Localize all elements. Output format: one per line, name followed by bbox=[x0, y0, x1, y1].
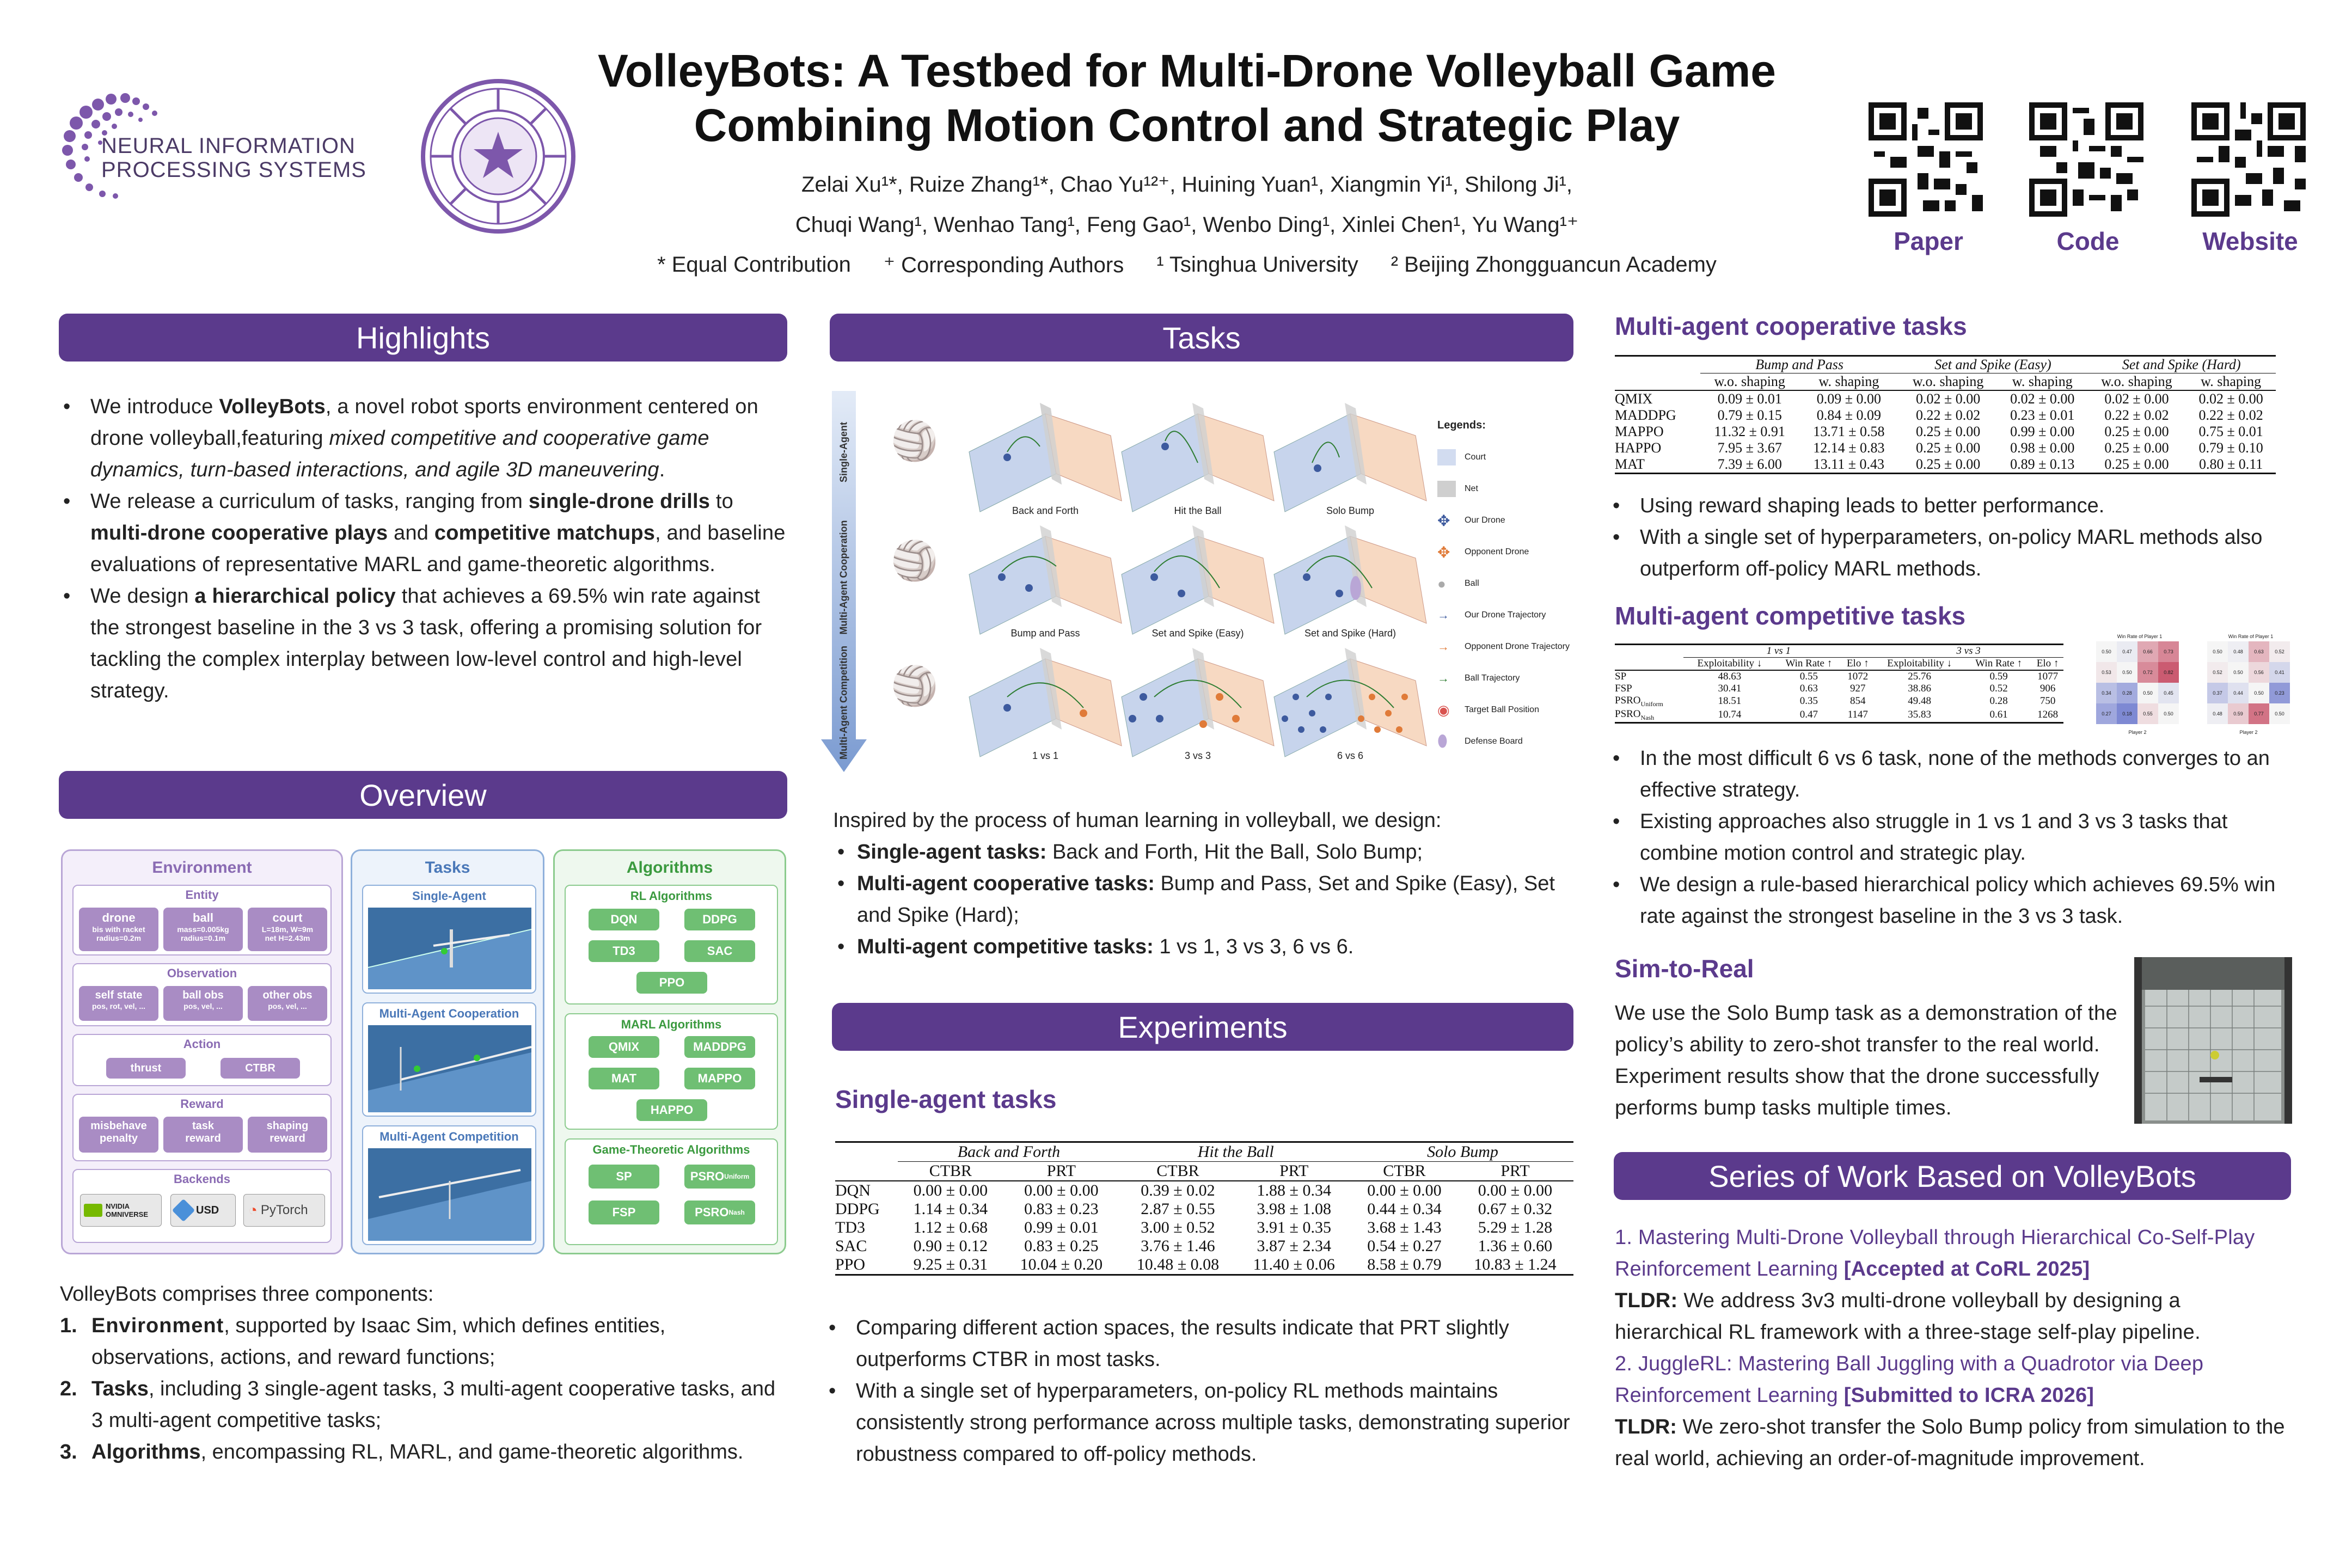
ball-trajectory-icon: → bbox=[1437, 671, 1449, 685]
task-panel-single: Single-Agent bbox=[362, 885, 536, 994]
overview-item: 1. Environment, supported by Isaac Sim, which defines entities, observations, actions, and reward functions; bbox=[60, 1314, 666, 1369]
backend-omniverse: NVIDIA OMNIVERSE bbox=[80, 1194, 162, 1227]
highlight-item: • We introduce VolleyBots, a novel robot sports environment centered on drone volleyball,featuring mixed competitive and cooperative game dynamics, turn-based interactions, and agile 3D maneuvering. bbox=[59, 391, 788, 486]
highlights-list bbox=[59, 391, 788, 707]
heatmap-cell: 0.63 bbox=[2249, 641, 2269, 662]
heatmap-cell: 0.53 bbox=[2096, 662, 2117, 683]
tasks-figure bbox=[817, 387, 1590, 779]
task-scene-grid bbox=[958, 392, 1492, 773]
tasks-intro: Inspired by the process of human learning in volleyball, we design: bbox=[833, 809, 1442, 832]
entity-box: Entity drone bis with racket radius=0.2m ball mass=0.005kg radius=0.1m court L=18m, W=9m net H=2.43m bbox=[72, 885, 332, 955]
comp-findings bbox=[1608, 743, 2295, 932]
affiliations bbox=[588, 253, 1786, 278]
series-header: Series of Work Based on VolleyBots bbox=[1614, 1152, 2291, 1200]
table-row: HAPPO 7.95 ± 3.67 12.14 ± 0.83 0.25 ± 0.00 0.98 ± 0.00 0.25 ± 0.00 0.79 ± 0.10 bbox=[1615, 440, 2263, 456]
table-row: SP 48.63 0.55 1072 25.76 0.59 1077 bbox=[1615, 671, 2059, 682]
heatmap-cell: 0.59 bbox=[2228, 703, 2249, 724]
action-box: Action thrust CTBR bbox=[72, 1034, 332, 1086]
heatmap-cell: 0.18 bbox=[2117, 703, 2137, 724]
tasks-panel bbox=[351, 849, 544, 1254]
task-caption: Hit the Ball bbox=[1174, 505, 1222, 516]
task-panel-comp: Multi-Agent Competition bbox=[362, 1125, 536, 1245]
affiliation-equal: * Equal Contribution bbox=[657, 253, 851, 277]
finding-item: • With a single set of hyperparameters, on-policy MARL methods also outperform off-policy MARL methods. bbox=[1608, 522, 2294, 585]
tasks-list bbox=[833, 836, 1584, 963]
overview-list bbox=[60, 1310, 789, 1468]
task-caption: Set and Spike (Easy) bbox=[1152, 628, 1244, 639]
obs-ball: ball obs pos, vel, ... bbox=[163, 986, 243, 1021]
algorithms-panel bbox=[553, 849, 786, 1254]
task-caption: 6 vs 6 bbox=[1337, 750, 1364, 761]
series-work-2-tldr: TLDR: We zero-shot transfer the Solo Bump policy from simulation to the real world, achieving an order-of-magnitude improvement. bbox=[1615, 1416, 2285, 1470]
entity-court: court L=18m, W=9m net H=2.43m bbox=[248, 908, 327, 951]
defense-board-icon: ⬮ bbox=[1437, 732, 1448, 750]
player-sketch: 🏐 bbox=[891, 665, 939, 707]
alg-happo: HAPPO bbox=[636, 1099, 707, 1121]
court-render-icon bbox=[368, 1148, 531, 1241]
ball-icon: ● bbox=[1437, 575, 1446, 592]
task-caption: 3 vs 3 bbox=[1184, 750, 1211, 761]
heatmap-cell: 0.55 bbox=[2137, 703, 2158, 724]
coop-title: Multi-agent cooperative tasks bbox=[1615, 312, 1967, 340]
task-caption: Bump and Pass bbox=[1010, 628, 1080, 639]
affiliation-corresponding: ⁺ Corresponding Authors bbox=[883, 253, 1124, 277]
finding-item: • With a single set of hyperparameters, on-policy RL methods maintains consistently strong performance across multiple tasks, demonstrating superior robustness compared to off-policy methods. bbox=[824, 1375, 1579, 1470]
overview-header: Overview bbox=[59, 771, 787, 819]
gt-algorithms-box: Game-Theoretic Algorithms SP PSRO Uniform FSP PSRO Nash bbox=[565, 1138, 778, 1245]
heatmap-cell: 0.73 bbox=[2158, 641, 2179, 662]
court-swatch-icon bbox=[1437, 449, 1456, 465]
table-row: QMIX 0.09 ± 0.01 0.09 ± 0.00 0.02 ± 0.00 0.02 ± 0.00 0.02 ± 0.00 0.02 ± 0.00 bbox=[1615, 391, 2263, 407]
comp-table: 1 vs 1 3 vs 3 Exploitability ↓ Win Rate ↑ Elo ↑ Exploitability ↓ Win Rate ↑ Elo ↑ SP 48.63 0.55 1072 25.76 0.59 1077 FSP 30.41 0.63 927 38.86 0.52 906 $PSRO_{Uniform}$ 18.51 0.35 854 49.48 0.28 750 $PSRO_{Nash}$ 10.74 0.47 1147 35.83 0.61 1268 bbox=[1615, 644, 2063, 724]
action-thrust: thrust bbox=[106, 1058, 186, 1079]
finding-item: • We design a rule-based hierarchical policy which achieves 69.5% win rate against the strongest baseline in the 3 vs 3 task. bbox=[1608, 869, 2295, 932]
heatmap-cell: 0.50 bbox=[2207, 641, 2228, 662]
environment-title: Environment bbox=[152, 859, 252, 877]
row-label-comp: Multi-Agent Competition bbox=[838, 646, 849, 759]
heatmap-axis-label: Player 2 bbox=[2239, 730, 2258, 735]
heatmap-cell: 0.48 bbox=[2207, 703, 2228, 724]
finding-item: • In the most difficult 6 vs 6 task, none of the methods converges to an effective strategy. bbox=[1608, 743, 2295, 806]
heatmap-cell: 0.50 bbox=[2249, 683, 2269, 703]
environment-panel bbox=[61, 849, 343, 1254]
series-work-2 bbox=[1615, 1348, 2292, 1411]
task-caption: 1 vs 1 bbox=[1032, 750, 1059, 761]
neurips-logo-line2: PROCESSING SYSTEMS bbox=[101, 158, 366, 182]
table-row: SAC 0.90 ± 0.12 0.83 ± 0.25 3.76 ± 1.46 3.87 ± 2.34 0.54 ± 0.27 1.36 ± 0.60 bbox=[835, 1237, 1553, 1255]
table-row: MAPPO 11.32 ± 0.91 13.71 ± 0.58 0.25 ± 0.00 0.99 ± 0.00 0.25 ± 0.00 0.75 ± 0.01 bbox=[1615, 424, 2263, 439]
player-sketch: 🏐 bbox=[891, 540, 939, 582]
usd-icon bbox=[172, 1199, 195, 1222]
our-drone-icon: ✥ bbox=[1437, 512, 1450, 529]
heatmap-cell: 0.56 bbox=[2249, 662, 2269, 683]
tasks-header: Tasks bbox=[830, 314, 1573, 362]
alg-psro-uniform: PSRO Uniform bbox=[684, 1165, 755, 1189]
task-panel-coop: Multi-Agent Cooperation bbox=[362, 1002, 536, 1117]
task-caption: Set and Spike (Hard) bbox=[1304, 628, 1396, 639]
alg-td3: TD3 bbox=[589, 940, 659, 962]
alg-ddpg: DDPG bbox=[684, 909, 755, 930]
reward-box: Reward misbehave penalty task reward shaping reward bbox=[72, 1094, 332, 1161]
website-qr-icon[interactable] bbox=[2191, 102, 2306, 217]
overview-item: 3. Algorithms, encompassing RL, MARL, and game-theoretic algorithms. bbox=[60, 1441, 744, 1463]
table-row: TD3 1.12 ± 0.68 0.99 ± 0.01 3.00 ± 0.52 3.91 ± 0.35 3.68 ± 1.43 5.29 ± 1.28 bbox=[835, 1218, 1553, 1236]
heatmap-axis-label: Player 2 bbox=[2128, 730, 2147, 735]
table-row: MADDPG 0.79 ± 0.15 0.84 ± 0.09 0.22 ± 0.02 0.23 ± 0.01 0.22 ± 0.02 0.22 ± 0.02 bbox=[1615, 407, 2263, 423]
legend: Legends: Court Net ✥ Our Drone ✥ Opponent Drone ● Ball → Our Drone Trajectory → Opponent Drone Trajectory → Ball Trajectory ◉ Target Ball Position ⬮ Defense Board bbox=[1437, 419, 1579, 768]
paper-link-label[interactable]: Paper bbox=[1894, 227, 1963, 255]
heatmap-cell: 0.52 bbox=[2207, 662, 2228, 683]
heatmap-cell: 0.66 bbox=[2137, 641, 2158, 662]
alg-sp: SP bbox=[589, 1165, 659, 1189]
backend-pytorch: ◔ PyTorch bbox=[243, 1194, 325, 1227]
single-agent-table: Back and Forth Hit the Ball Solo Bump CTBR PRT CTBR PRT CTBR PRT DQN 0.00 ± 0.00 0.00 ± 0.00 0.39 ± 0.02 1.88 ± 0.34 0.00 ± 0.00 0.00 ± 0.00 DDPG 1.14 ± 0.34 0.83 ± 0.23 2.87 ± 0.55 3.98 ± 1.08 0.44 ± 0.34 0.67 ± 0.32 TD3 1.12 ± 0.68 0.99 ± 0.01 3.00 ± 0.52 3.91 ± 0.35 3.68 ± 1.43 5.29 ± 1.28 SAC 0.90 ± 0.12 0.83 ± 0.25 3.76 ± 1.46 3.87 ± 2.34 0.54 ± 0.27 1.36 ± 0.60 PPO 9.25 ± 0.31 10.04 ± 0.20 10.48 ± 0.08 11.40 ± 0.06 8.58 ± 0.79 10.83 ± 1.24 bbox=[835, 1141, 1573, 1276]
heatmap-cell: 0.72 bbox=[2137, 662, 2158, 683]
heatmap-cell: 0.47 bbox=[2117, 641, 2137, 662]
rl-algorithms-box: RL Algorithms DQN DDPG TD3 SAC PPO bbox=[565, 885, 778, 1004]
paper-qr-icon[interactable] bbox=[1869, 102, 1983, 217]
backend-usd: USD bbox=[170, 1194, 236, 1227]
alg-dqn: DQN bbox=[589, 909, 659, 930]
heatmap-3v3 bbox=[2191, 634, 2294, 737]
highlight-item: • We release a curriculum of tasks, ranging from single-drone drills to multi-drone cooperative plays and competitive matchups, and baseline evaluations of representative MARL and game-theoretic algorithms. bbox=[59, 486, 788, 580]
player-sketch: 🏐 bbox=[891, 420, 939, 462]
code-qr-icon[interactable] bbox=[2029, 102, 2143, 217]
row-label-coop: Multi-Agent Cooperation bbox=[838, 520, 849, 635]
heatmap-title: Win Rate of Player 1 bbox=[2117, 634, 2163, 639]
poster-title-line1: VolleyBots: A Testbed for Multi-Drone Volleyball Game bbox=[597, 45, 1777, 96]
algorithms-panel-title: Algorithms bbox=[626, 859, 713, 877]
entity-drone: drone bis with racket radius=0.2m bbox=[79, 908, 158, 951]
heatmap-cell: 0.50 bbox=[2096, 641, 2117, 662]
heatmap-cell: 0.34 bbox=[2096, 683, 2117, 703]
tsinghua-seal bbox=[419, 77, 577, 235]
net-swatch-icon bbox=[1437, 481, 1456, 497]
table-row: FSP 30.41 0.63 927 38.86 0.52 906 bbox=[1615, 683, 2056, 694]
authors-line2: Chuqi Wang¹, Wenhao Tang¹, Feng Gao¹, Wenbo Ding¹, Xinlei Chen¹, Yu Wang¹⁺ bbox=[795, 213, 1579, 237]
action-ctbr: CTBR bbox=[220, 1058, 300, 1079]
backends-box: Backends NVIDIA OMNIVERSE USD ◔ PyTorch bbox=[72, 1169, 332, 1243]
series-work-1-tag: [Accepted at CoRL 2025] bbox=[1843, 1258, 2090, 1281]
sim2real-text: We use the Solo Bump task as a demonstration of the policy’s ability to zero-shot transfer to the real world. Experiment results show that the drone successfully performs bump tasks multiple times. bbox=[1615, 1002, 2117, 1119]
single-agent-title: Single-agent tasks bbox=[835, 1085, 1057, 1113]
alg-mappo: MAPPO bbox=[684, 1068, 755, 1089]
heatmap-cell: 0.45 bbox=[2158, 683, 2179, 703]
website-link-label[interactable]: Website bbox=[2202, 227, 2298, 255]
heatmap-cell: 0.50 bbox=[2137, 683, 2158, 703]
heatmap-title: Win Rate of Player 1 bbox=[2228, 634, 2274, 639]
task-item: • Single-agent tasks: Back and Forth, Hit the Ball, Solo Bump; bbox=[833, 836, 1584, 868]
comp-title: Multi-agent competitive tasks bbox=[1615, 602, 1966, 630]
heatmap-cell: 0.48 bbox=[2228, 641, 2249, 662]
task-caption: Back and Forth bbox=[1012, 505, 1079, 516]
code-link-label[interactable]: Code bbox=[2056, 227, 2120, 255]
alg-maddpg: MADDPG bbox=[684, 1036, 755, 1058]
overview-item: 2. Tasks, including 3 single-agent tasks, 3 multi-agent cooperative tasks, and 3 multi-agent competitive tasks; bbox=[60, 1377, 776, 1432]
alg-psro-nash: PSRO Nash bbox=[684, 1200, 755, 1224]
alg-fsp: FSP bbox=[589, 1200, 659, 1224]
table-row: MAT 7.39 ± 6.00 13.11 ± 0.43 0.25 ± 0.00 0.89 ± 0.13 0.25 ± 0.00 0.80 ± 0.11 bbox=[1615, 456, 2276, 474]
table-row: $PSRO_{Nash}$ 10.74 0.47 1147 35.83 0.61 1268 bbox=[1615, 708, 2063, 722]
task-item: • Multi-agent cooperative tasks: Bump and Pass, Set and Spike (Easy), Set and Spike (Hard); bbox=[833, 868, 1584, 931]
finding-item: • Existing approaches also struggle in 1 vs 1 and 3 vs 3 tasks that combine motion control and strategic play. bbox=[1608, 806, 2295, 869]
tasks-panel-title: Tasks bbox=[425, 859, 470, 877]
opponent-trajectory-icon: → bbox=[1437, 640, 1449, 653]
table-row: PPO 9.25 ± 0.31 10.04 ± 0.20 10.48 ± 0.08 11.40 ± 0.06 8.58 ± 0.79 10.83 ± 1.24 bbox=[835, 1255, 1573, 1275]
heatmap-cell: 0.82 bbox=[2158, 662, 2179, 683]
single-agent-findings bbox=[824, 1312, 1579, 1470]
obs-other: other obs pos, vel, ... bbox=[248, 986, 327, 1021]
neurips-logo bbox=[54, 87, 392, 196]
court-render-icon bbox=[368, 1025, 531, 1112]
alg-mat: MAT bbox=[589, 1068, 659, 1089]
heatmap-cell: 0.37 bbox=[2207, 683, 2228, 703]
heatmap-cell: 0.27 bbox=[2096, 703, 2117, 724]
sim2real-photo bbox=[2134, 957, 2292, 1124]
heatmap-1v1 bbox=[2080, 634, 2183, 737]
heatmap-cell: 0.28 bbox=[2117, 683, 2137, 703]
observation-box: Observation self state pos, rot, vel, ... ball obs pos, vel, ... other obs pos, vel, ... bbox=[72, 963, 332, 1026]
task-caption: Solo Bump bbox=[1326, 505, 1375, 516]
series-work-1-tldr: TLDR: We address 3v3 multi-drone volleyball by designing a hierarchical RL framework with a three-stage self-play pipeline. bbox=[1615, 1289, 2201, 1344]
heatmap-cell: 0.50 bbox=[2158, 703, 2179, 724]
alg-ppo: PPO bbox=[636, 972, 707, 994]
heatmap-cell: 0.41 bbox=[2269, 662, 2290, 683]
target-icon: ◉ bbox=[1437, 701, 1450, 718]
pytorch-icon: ◔ bbox=[248, 1202, 258, 1218]
task-item: • Multi-agent competitive tasks: 1 vs 1, 3 vs 3, 6 vs 6. bbox=[833, 931, 1584, 963]
heatmap-cell: 0.52 bbox=[2269, 641, 2290, 662]
reward-task: task reward bbox=[163, 1117, 243, 1153]
finding-item: • Comparing different action spaces, the results indicate that PRT slightly outperforms CTBR in most tasks. bbox=[824, 1312, 1579, 1375]
obs-self: self state pos, rot, vel, ... bbox=[79, 986, 158, 1021]
affiliation-zgc: ² Beijing Zhongguancun Academy bbox=[1391, 253, 1717, 277]
overview-intro: VolleyBots comprises three components: bbox=[60, 1283, 434, 1306]
coop-findings bbox=[1608, 490, 2294, 585]
coop-table: Bump and Pass Set and Spike (Easy) Set and Spike (Hard) w.o. shaping w. shaping w.o. shaping w. shaping w.o. shaping w. shaping QMIX 0.09 ± 0.01 0.09 ± 0.00 0.02 ± 0.00 0.02 ± 0.00 0.02 ± 0.00 0.02 ± 0.00 MADDPG 0.79 ± 0.15 0.84 ± 0.09 0.22 ± 0.02 0.23 ± 0.01 0.22 ± 0.02 0.22 ± 0.02 MAPPO 11.32 ± 0.91 13.71 ± 0.58 0.25 ± 0.00 0.99 ± 0.00 0.25 ± 0.00 0.75 ± 0.01 HAPPO 7.95 ± 3.67 12.14 ± 0.83 0.25 ± 0.00 0.98 ± 0.00 0.25 ± 0.00 0.79 ± 0.10 MAT 7.39 ± 6.00 13.11 ± 0.43 0.25 ± 0.00 0.89 ± 0.13 0.25 ± 0.00 0.80 ± 0.11 bbox=[1615, 355, 2276, 474]
opponent-drone-icon: ✥ bbox=[1437, 543, 1450, 561]
affiliation-tsinghua: ¹ Tsinghua University bbox=[1156, 253, 1358, 277]
tsinghua-seal-icon bbox=[419, 77, 577, 235]
heatmap-cell: 0.50 bbox=[2117, 662, 2137, 683]
entity-ball: ball mass=0.005kg radius=0.1m bbox=[163, 908, 243, 951]
court-render-icon bbox=[368, 908, 531, 989]
heatmap-cell: 0.44 bbox=[2228, 683, 2249, 703]
highlight-item: • We design a hierarchical policy that achieves a 69.5% win rate against the strongest baseline in the 3 vs 3 task, offering a promising solution for tackling the complex interplay between low-level control and high-level strategy. bbox=[59, 580, 788, 707]
series-work-2-tag: [Submitted to ICRA 2026] bbox=[1843, 1384, 2094, 1407]
alg-sac: SAC bbox=[684, 940, 755, 962]
neurips-logo-line1: NEURAL INFORMATION bbox=[101, 134, 356, 158]
nvidia-icon bbox=[84, 1204, 102, 1217]
authors-line1: Zelai Xu¹*, Ruize Zhang¹*, Chao Yu¹²⁺, Huining Yuan¹, Xiangmin Yi¹, Shilong Ji¹, bbox=[801, 173, 1572, 197]
reward-misbehave: misbehave penalty bbox=[79, 1117, 158, 1153]
alg-qmix: QMIX bbox=[589, 1036, 659, 1058]
marl-algorithms-box: MARL Algorithms QMIX MADDPG MAT MAPPO HAPPO bbox=[565, 1013, 778, 1130]
highlights-header: Highlights bbox=[59, 314, 787, 362]
sim2real-title: Sim-to-Real bbox=[1615, 954, 1754, 983]
heatmap-cell: 0.23 bbox=[2269, 683, 2290, 703]
table-row: $PSRO_{Uniform}$ 18.51 0.35 854 49.48 0.28 750 bbox=[1615, 695, 2056, 708]
heatmap-cell: 0.77 bbox=[2249, 703, 2269, 724]
poster-title-line2: Combining Motion Control and Strategic Play bbox=[694, 100, 1680, 151]
table-row: DDPG 1.14 ± 0.34 0.83 ± 0.23 2.87 ± 0.55 3.98 ± 1.08 0.44 ± 0.34 0.67 ± 0.32 bbox=[835, 1200, 1553, 1218]
reward-shaping: shaping reward bbox=[248, 1117, 327, 1153]
heatmap-cell: 0.50 bbox=[2228, 662, 2249, 683]
row-label-single: Single-Agent bbox=[838, 422, 849, 482]
series-work-1-link[interactable]: 1. Mastering Multi-Drone Volleyball through Hierarchical Co-Self-Play Reinforcement Learning bbox=[1615, 1226, 2255, 1281]
heatmap-cell: 0.50 bbox=[2269, 703, 2290, 724]
experiments-header: Experiments bbox=[832, 1003, 1573, 1051]
series-work-1 bbox=[1615, 1222, 2292, 1285]
series-work-2-link[interactable]: 2. JuggleRL: Mastering Ball Juggling with a Quadrotor via Deep Reinforcement Learning bbox=[1615, 1352, 2204, 1407]
finding-item: • Using reward shaping leads to better performance. bbox=[1608, 490, 2294, 522]
table-row: DQN 0.00 ± 0.00 0.00 ± 0.00 0.39 ± 0.02 1.88 ± 0.34 0.00 ± 0.00 0.00 ± 0.00 bbox=[835, 1181, 1553, 1199]
our-trajectory-icon: → bbox=[1437, 608, 1449, 622]
legend-title: Legends: bbox=[1437, 419, 1486, 431]
